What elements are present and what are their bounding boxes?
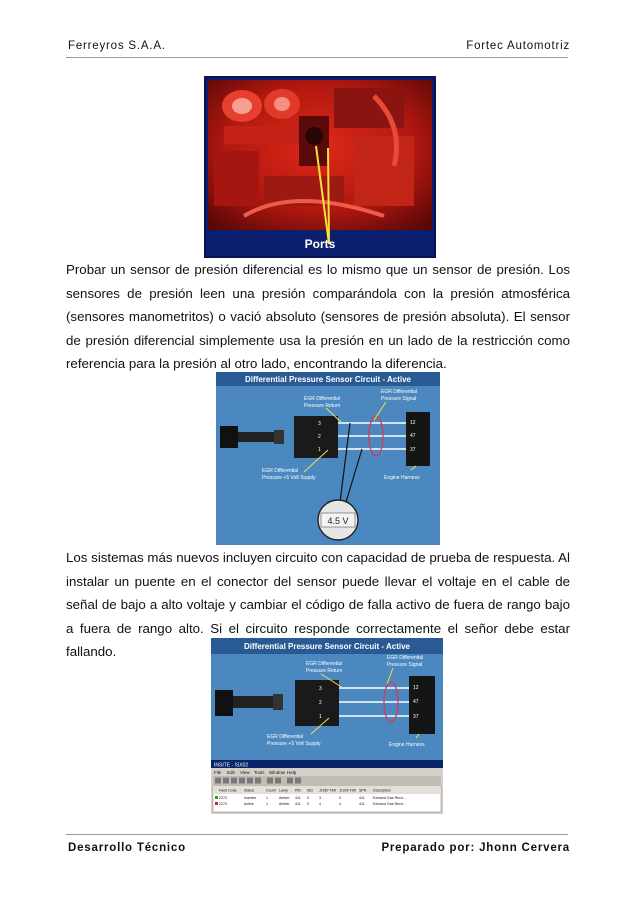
circuit-diagram-insite xyxy=(211,638,443,814)
col-sid: SID xyxy=(307,788,313,793)
row2-j1939: 4 xyxy=(339,802,341,806)
row2-spn: 411 xyxy=(359,802,365,806)
row1-status: Inactive xyxy=(244,796,257,800)
row1-pid: 411 xyxy=(295,796,301,800)
row1-spn: 411 xyxy=(359,796,365,800)
row2-count: 1 xyxy=(266,802,268,806)
row2-sid: 0 xyxy=(307,802,309,806)
col-description: Description xyxy=(373,788,391,793)
footer-section: Desarrollo Técnico xyxy=(68,842,186,854)
row1-description: Exhaust Gas Recir... xyxy=(373,796,406,800)
insite-window-title: INSITE - ISX02 xyxy=(214,762,249,769)
menu-file[interactable]: File xyxy=(214,770,222,775)
menu-tools[interactable]: Tools xyxy=(254,770,265,775)
row2-fault-code[interactable]: 2274 xyxy=(219,802,227,806)
figure3-pin-1: 1 xyxy=(319,714,322,720)
row1-count: 1 xyxy=(266,796,268,800)
menu-help[interactable]: Help xyxy=(287,770,297,775)
header-divider xyxy=(66,57,568,58)
figure2-pin-1: 1 xyxy=(318,447,321,453)
footer-author: Preparado por: Jhonn Cervera xyxy=(381,842,570,854)
col-j1939-fmi: J1939 FMI xyxy=(339,788,356,793)
row1-j1939: 3 xyxy=(339,796,341,800)
paragraph-2: Los sistemas más nuevos incluyen circuito con capacidad de prueba de respuesta. Al instalar un puente en el conector del sensor puede llevar el voltaje en el cable de señal de bajo a alto voltaje y cambiar el código de falla activo de fuera de rango bajo a fuera de rango alto. Si el circuito responde correctamente el señor debe estar fallando. xyxy=(66,550,570,660)
figure2-meter-reading: 4.5 V xyxy=(327,516,349,526)
col-fault-code: Fault Code xyxy=(219,788,237,793)
figure2-label-signal-2: Pressure Signal xyxy=(381,396,417,402)
menu-view[interactable]: View xyxy=(240,770,250,775)
row2-j1587: 4 xyxy=(319,802,321,806)
figure2-pin-3: 3 xyxy=(318,421,321,427)
row2-pid: 411 xyxy=(295,802,301,806)
engine-ports-photo xyxy=(204,76,436,258)
row1-fault-code[interactable]: 2273 xyxy=(219,796,227,800)
figure3-label-signal-2: Pressure Signal xyxy=(387,662,423,668)
col-status: Status xyxy=(244,788,255,793)
col-pid: PID xyxy=(295,788,301,793)
figure3-title: Differential Pressure Sensor Circuit - Active xyxy=(244,642,410,651)
row2-description: Exhaust Gas Recir... xyxy=(373,802,406,806)
paragraph-1: Probar un sensor de presión diferencial es lo mismo que un sensor de presión. Los sensores de presión leen una presión comparándola con la presión atmosférica (sensores manometritos) o vació absoluto (sensores de presión absoluta). El sensor de presión diferencial simplemente usa la presión en un lado de la restricción como referencia para la presión al otro lado, encontrando la diferencia. xyxy=(66,262,570,372)
figure3-label-supply-1: EGR Differential xyxy=(267,734,304,740)
figure3-pin-2: 2 xyxy=(319,700,322,706)
footer-divider xyxy=(66,834,568,835)
menu-window[interactable]: Window xyxy=(269,770,286,775)
figure3-harness-pin-47: 47 xyxy=(413,699,419,705)
row2-status: Active xyxy=(244,802,254,806)
figure3-label-signal-1: EGR Differential xyxy=(387,655,424,661)
circuit-diagram-meter xyxy=(216,372,440,545)
figure2-label-return-1: EGR Differential xyxy=(304,396,341,402)
figure2-label-supply-2: Pressure +5 Volt Supply xyxy=(262,475,316,481)
figure2-title: Differential Pressure Sensor Circuit - Active xyxy=(245,375,411,384)
figure3-label-harness: Engine Harness xyxy=(389,742,425,748)
figure2-harness-pin-12: 12 xyxy=(410,420,416,426)
figure1-caption: Ports xyxy=(304,237,336,251)
row1-lamp: Amber xyxy=(279,796,290,800)
figure3-label-return-1: EGR Differential xyxy=(306,661,343,667)
figure3-label-return-2: Pressure Return xyxy=(306,668,343,674)
col-j1587-fmi: J1587 FMI xyxy=(319,788,336,793)
figure2-pin-2: 2 xyxy=(318,434,321,440)
col-lamp: Lamp xyxy=(279,788,288,793)
col-spn: SPN xyxy=(359,788,367,793)
page-footer xyxy=(68,842,570,858)
row2-lamp: Amber xyxy=(279,802,290,806)
figure3-label-supply-2: Pressure +5 Volt Supply xyxy=(267,741,321,747)
figure3-pin-3: 3 xyxy=(319,686,322,692)
row1-sid: 0 xyxy=(307,796,309,800)
figure3-harness-pin-12: 12 xyxy=(413,685,419,691)
figure3-harness-pin-37: 37 xyxy=(413,714,419,720)
figure2-label-signal-1: EGR Differential xyxy=(381,389,418,395)
row1-j1587: 3 xyxy=(319,796,321,800)
figure2-label-supply-1: EGR Differential xyxy=(262,468,299,474)
figure2-harness-pin-47: 47 xyxy=(410,433,416,439)
figure2-label-harness: Engine Harness xyxy=(384,475,420,481)
col-count: Count xyxy=(266,788,276,793)
header-department: Fortec Automotriz xyxy=(466,40,570,52)
figure2-harness-pin-37: 37 xyxy=(410,447,416,453)
figure2-label-return-2: Pressure Return xyxy=(304,403,341,409)
header-company: Ferreyros S.A.A. xyxy=(68,40,166,52)
page-header xyxy=(68,40,570,56)
menu-edit[interactable]: Edit xyxy=(227,770,235,775)
